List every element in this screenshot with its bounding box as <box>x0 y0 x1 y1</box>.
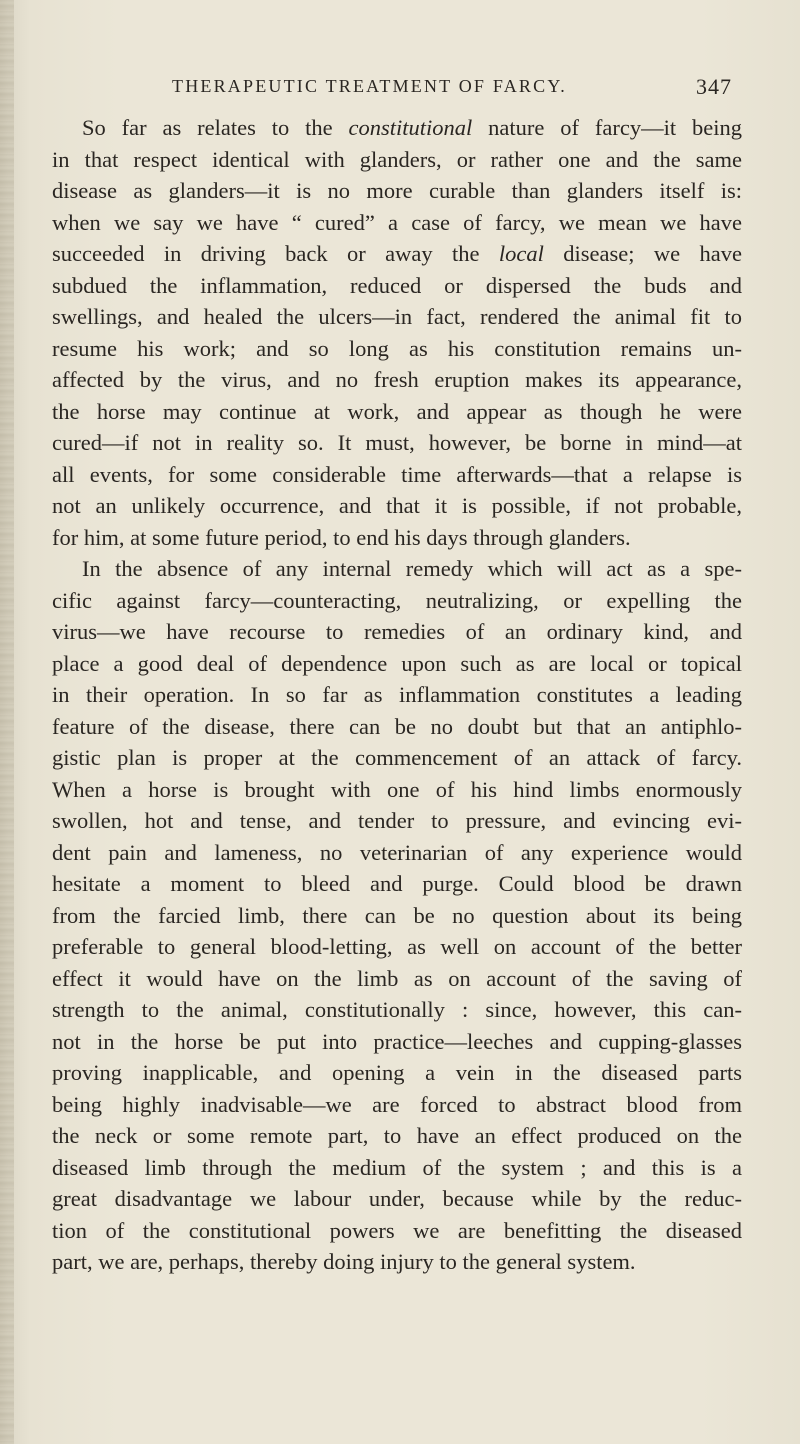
text-line: strength to the animal, constitutionally : since, however, this can- <box>52 997 742 1022</box>
text-line: disease as glanders—it is no more curable than glanders itself is: <box>52 178 742 203</box>
text-line: not an unlikely occurrence, and that it is possible, if not probable, <box>52 493 742 518</box>
text-line: feature of the disease, there can be no doubt but that an antiphlo- <box>52 713 742 739</box>
text-line: effect it would have on the limb as on account of the saving of <box>52 965 742 991</box>
text-line: in that respect identical with glanders, or rather one and the same <box>52 146 742 172</box>
text-line: swollen, hot and tense, and tender to pressure, and evincing evi- <box>52 808 742 833</box>
text-line: proving inapplicable, and opening a vein in the diseased parts <box>52 1060 742 1085</box>
text-line: preferable to general blood-letting, as well on account of the better <box>52 934 742 959</box>
text-line: swellings, and healed the ulcers—in fact, rendered the animal fit to <box>52 304 742 329</box>
text-line: gistic plan is proper at the commencement of an attack of farcy. <box>52 745 742 770</box>
text-line: all events, for some considerable time afterwards—that a relapse is <box>52 461 742 487</box>
text-line: In the absence of any internal remedy which will act as a spe- <box>82 556 742 581</box>
binding-gutter <box>0 0 14 1444</box>
text-line: in their operation. In so far as inflammation constitutes a leading <box>52 682 742 707</box>
text-line: great disadvantage we labour under, because while by the reduc- <box>52 1186 742 1211</box>
text-line: dent pain and lameness, no veterinarian of any experience would <box>52 839 742 865</box>
text-line: cific against farcy—counteracting, neutralizing, or expelling the <box>52 587 742 613</box>
body-text <box>52 112 742 1278</box>
text-line: subdued the inflammation, reduced or dispersed the buds and <box>52 272 742 298</box>
emphasis-constitutional: constitutional <box>348 115 473 140</box>
text-line: from the farcied limb, there can be no question about its being <box>52 902 742 928</box>
text-line: place a good deal of dependence upon such as are local or topical <box>52 650 742 676</box>
text-line: succeeded in driving back or away the local disease; we have <box>52 241 742 266</box>
text-line: When a horse is brought with one of his hind limbs enormously <box>52 776 742 802</box>
text-line: resume his work; and so long as his constitution remains un- <box>52 335 742 361</box>
page-number: 347 <box>696 74 732 99</box>
text-line: hesitate a moment to bleed and purge. Could blood be drawn <box>52 871 742 896</box>
text-line: cured—if not in reality so. It must, however, be borne in mind—at <box>52 430 742 455</box>
text-line: being highly inadvisable—we are forced to abstract blood from <box>52 1091 742 1117</box>
text-line: not in the horse be put into practice—leeches and cupping-glasses <box>52 1028 742 1054</box>
text-line: diseased limb through the medium of the system ; and this is a <box>52 1154 742 1180</box>
text-line: for him, at some future period, to end his days through glanders. <box>52 524 631 550</box>
text-line: tion of the constitutional powers we are benefitting the diseased <box>52 1217 742 1243</box>
text-line: when we say we have “ cured” a case of farcy, we mean we have <box>52 209 742 235</box>
text-line: the neck or some remote part, to have an effect produced on the <box>52 1123 742 1148</box>
page-header <box>172 76 732 106</box>
text-line: part, we are, perhaps, thereby doing injury to the general system. <box>52 1249 636 1274</box>
text-line: affected by the virus, and no fresh eruption makes its appearance, <box>52 367 742 392</box>
text-line: the horse may continue at work, and appear as though he were <box>52 398 742 424</box>
text-line: virus—we have recourse to remedies of an ordinary kind, and <box>52 619 742 644</box>
text-line: So far as relates to the constitutional nature of farcy—it being <box>82 115 742 140</box>
emphasis-local: local <box>498 241 544 266</box>
running-title: THERAPEUTIC TREATMENT OF FARCY. <box>172 76 567 96</box>
